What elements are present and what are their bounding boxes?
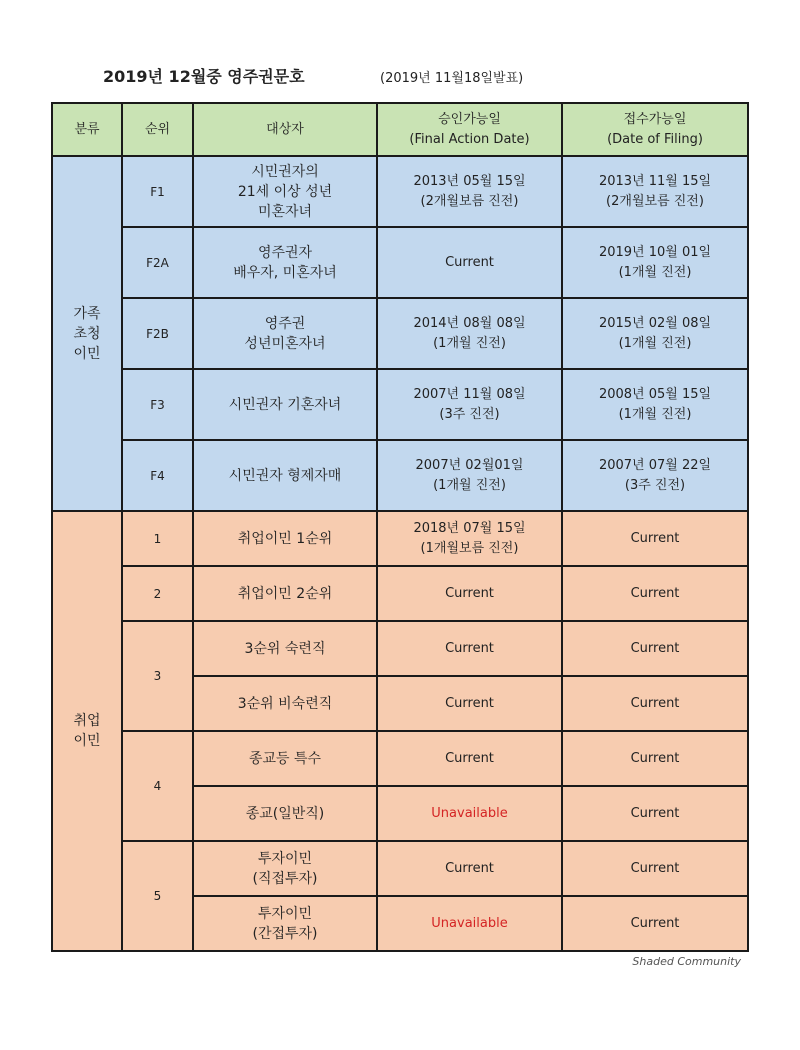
rank-cell: F3 xyxy=(122,369,193,440)
header-filing-en: (Date of Filing) xyxy=(607,131,703,147)
table-row xyxy=(52,731,748,786)
rank-cell: F2A xyxy=(122,227,193,298)
target-cell: 취업이민 2순위 xyxy=(193,566,377,621)
rank-cell: 4 xyxy=(122,731,193,841)
rank-cell: 3 xyxy=(122,621,193,731)
table-row xyxy=(52,156,748,227)
header-final-action xyxy=(377,103,562,156)
table-row xyxy=(52,440,748,511)
filing-cell: Current xyxy=(562,566,748,621)
category-family xyxy=(52,156,122,511)
final-action-cell: Unavailable xyxy=(377,896,562,951)
header-rank: 순위 xyxy=(122,103,193,156)
header-final-action-en: (Final Action Date) xyxy=(409,131,530,147)
category-employment xyxy=(52,511,122,951)
table-row xyxy=(52,298,748,369)
filing-cell: Current xyxy=(562,621,748,676)
rank-cell: F1 xyxy=(122,156,193,227)
table-row xyxy=(52,369,748,440)
category-family-label: 가족 초청 이민 xyxy=(73,305,101,362)
target-cell: 투자이민 (간접투자) xyxy=(193,896,377,951)
final-action-cell: Current xyxy=(377,676,562,731)
target-cell: 투자이민 (직접투자) xyxy=(193,841,377,896)
filing-cell: Current xyxy=(562,786,748,841)
category-employment-label: 취업 이민 xyxy=(73,713,101,749)
target-cell: 시민권자 기혼자녀 xyxy=(193,369,377,440)
final-action-cell: 2007년 02월01일 (1개월 진전) xyxy=(377,440,562,511)
table-row xyxy=(52,841,748,896)
rank-cell: F2B xyxy=(122,298,193,369)
header-row xyxy=(52,103,748,156)
rank-cell: 2 xyxy=(122,566,193,621)
final-action-cell: Current xyxy=(377,731,562,786)
rank-cell: 1 xyxy=(122,511,193,566)
filing-cell: 2013년 11월 15일 (2개월보름 진전) xyxy=(562,156,748,227)
table-row xyxy=(52,227,748,298)
target-cell: 3순위 비숙련직 xyxy=(193,676,377,731)
table-row xyxy=(52,511,748,566)
final-action-cell: Current xyxy=(377,621,562,676)
table-row xyxy=(52,566,748,621)
announcement-date: (2019년 11월18일발표) xyxy=(380,71,524,86)
target-cell: 취업이민 1순위 xyxy=(193,511,377,566)
header-filing-ko: 접수가능일 xyxy=(623,111,687,127)
target-cell: 영주권 성년미혼자녀 xyxy=(193,298,377,369)
filing-cell: Current xyxy=(562,676,748,731)
rank-cell: F4 xyxy=(122,440,193,511)
filing-cell: Current xyxy=(562,731,748,786)
visa-bulletin-table xyxy=(51,102,749,952)
final-action-cell: Current xyxy=(377,227,562,298)
header-final-action-ko: 승인가능일 xyxy=(438,111,501,127)
filing-cell: 2019년 10월 01일 (1개월 진전) xyxy=(562,227,748,298)
page-title: 2019년 12월중 영주권문호 xyxy=(103,67,305,86)
target-cell: 시민권자 형제자매 xyxy=(193,440,377,511)
final-action-cell: 2014년 08월 08일 (1개월 진전) xyxy=(377,298,562,369)
filing-cell: Current xyxy=(562,896,748,951)
target-cell: 3순위 숙련직 xyxy=(193,621,377,676)
filing-cell: 2015년 02월 08일 (1개월 진전) xyxy=(562,298,748,369)
target-cell: 종교등 특수 xyxy=(193,731,377,786)
final-action-cell: 2013년 05월 15일 (2개월보름 진전) xyxy=(377,156,562,227)
final-action-cell: 2018년 07월 15일 (1개월보름 진전) xyxy=(377,511,562,566)
filing-cell: Current xyxy=(562,841,748,896)
target-cell: 시민권자의 21세 이상 성년 미혼자녀 xyxy=(193,156,377,227)
final-action-cell: Unavailable xyxy=(377,786,562,841)
target-cell: 종교(일반직) xyxy=(193,786,377,841)
credit-text: Shaded Community xyxy=(632,955,741,968)
filing-cell: 2007년 07월 22일 (3주 진전) xyxy=(562,440,748,511)
filing-cell: Current xyxy=(562,511,748,566)
filing-cell: 2008년 05월 15일 (1개월 진전) xyxy=(562,369,748,440)
table-row xyxy=(52,621,748,676)
header-filing xyxy=(562,103,748,156)
header-target: 대상자 xyxy=(193,103,377,156)
final-action-cell: Current xyxy=(377,566,562,621)
rank-cell: 5 xyxy=(122,841,193,951)
header-category: 분류 xyxy=(52,103,122,156)
target-cell: 영주권자 배우자, 미혼자녀 xyxy=(193,227,377,298)
final-action-cell: Current xyxy=(377,841,562,896)
final-action-cell: 2007년 11월 08일 (3주 진전) xyxy=(377,369,562,440)
